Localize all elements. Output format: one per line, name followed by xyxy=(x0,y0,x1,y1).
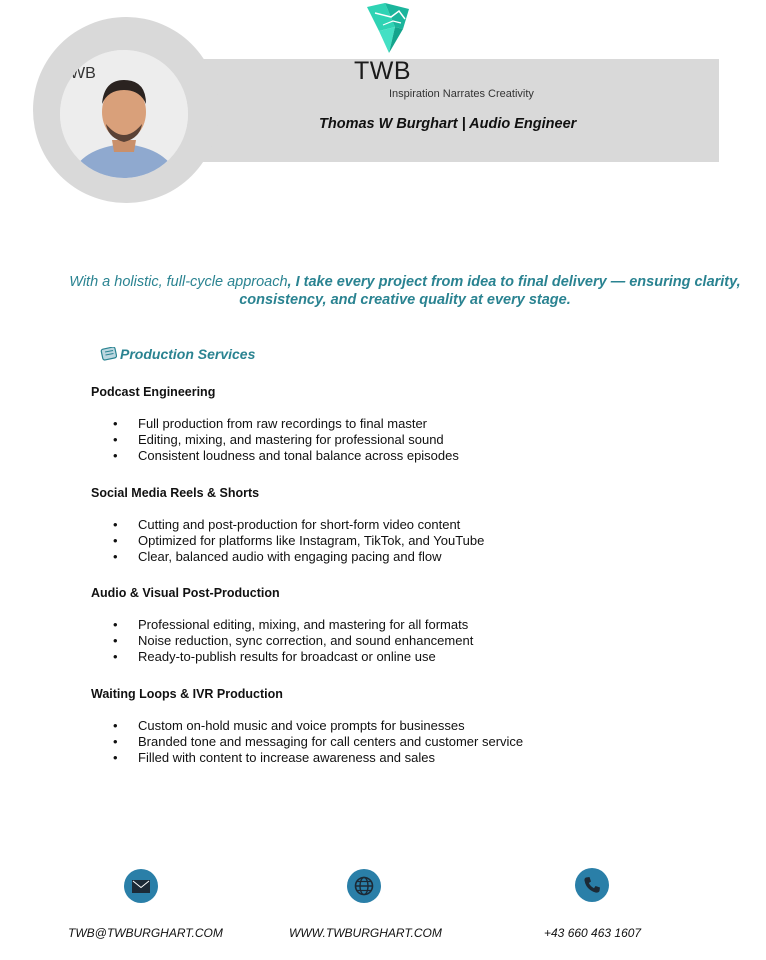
list-item: • Cutting and post-production for short-form video content xyxy=(91,517,711,533)
service-list xyxy=(91,617,711,665)
twb-logo-icon xyxy=(365,3,411,55)
service-list xyxy=(91,517,711,565)
service-section-post-production xyxy=(91,583,711,665)
mail-icon[interactable] xyxy=(124,869,158,903)
globe-icon[interactable] xyxy=(347,869,381,903)
photo-backdrop-text: WB xyxy=(70,65,96,82)
section-title: Audio & Visual Post-Production xyxy=(91,586,280,600)
service-list xyxy=(91,718,711,766)
brand-tagline: Inspiration Narrates Creativity xyxy=(389,88,534,100)
list-item: • Ready-to-publish results for broadcast or online use xyxy=(91,649,711,665)
service-section-social xyxy=(91,483,711,565)
list-item: • Clear, balanced audio with engaging pacing and flow xyxy=(91,549,711,565)
list-item: • Professional editing, mixing, and mastering for all formats xyxy=(91,617,711,633)
list-item: • Optimized for platforms like Instagram, TikTok, and YouTube xyxy=(91,533,711,549)
service-list xyxy=(91,416,711,464)
phone-icon[interactable] xyxy=(575,868,609,902)
section-title: Waiting Loops & IVR Production xyxy=(91,687,283,701)
intro-part-1: With a holistic, full-cycle approach xyxy=(69,274,288,290)
profile-photo xyxy=(60,50,188,178)
section-title: Podcast Engineering xyxy=(91,385,216,399)
intro-part-2: , I take every project from idea to final delivery — ensuring clarity, consistency, and creative quality at every stage. xyxy=(239,274,741,308)
contact-phone[interactable]: +43 660 463 1607 xyxy=(544,926,642,940)
list-item: • Full production from raw recordings to final master xyxy=(91,416,711,432)
contact-email[interactable]: TWB@TWBURGHART.COM xyxy=(68,926,223,940)
list-item: • Editing, mixing, and mastering for professional sound xyxy=(91,432,711,448)
list-item: • Filled with content to increase awareness and sales xyxy=(91,750,711,766)
page-title: Thomas W Burghart | Audio Engineer xyxy=(319,116,577,132)
section-title: Social Media Reels & Shorts xyxy=(91,486,260,500)
list-item: • Branded tone and messaging for call centers and customer service xyxy=(91,734,711,750)
service-section-podcast xyxy=(91,382,711,464)
list-item: • Custom on-hold music and voice prompts for businesses xyxy=(91,718,711,734)
service-section-ivr xyxy=(91,684,711,766)
notepad-icon xyxy=(100,347,117,361)
contact-website[interactable]: WWW.TWBURGHART.COM xyxy=(289,926,442,940)
services-heading-label: Production Services xyxy=(120,346,256,362)
intro-statement xyxy=(60,273,750,309)
list-item: • Noise reduction, sync correction, and sound enhancement xyxy=(91,633,711,649)
list-item: • Consistent loudness and tonal balance across episodes xyxy=(91,448,711,464)
header-banner xyxy=(198,59,719,162)
brand-name: TWB xyxy=(354,57,412,85)
services-heading xyxy=(100,346,255,362)
